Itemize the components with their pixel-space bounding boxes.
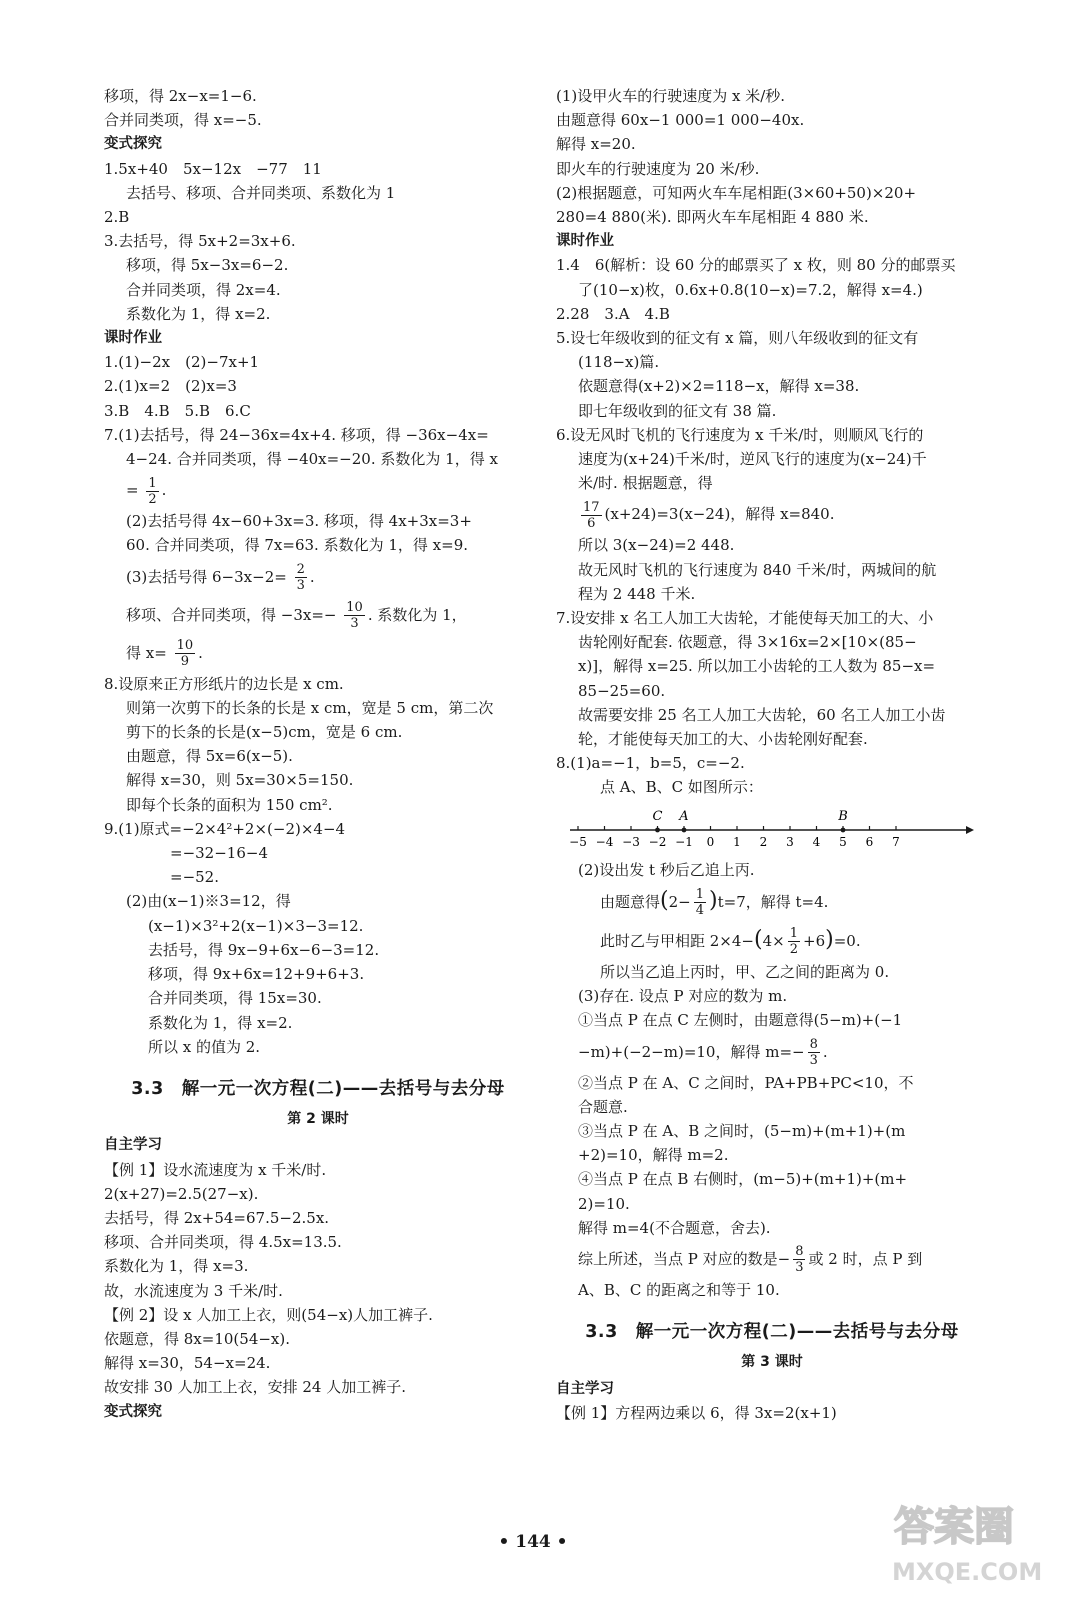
point-label: B <box>838 808 848 824</box>
text-fragment: . 系数化为 1， <box>367 605 467 624</box>
text-line: (3)存在. 设点 P 对应的数为 m. <box>578 987 788 1006</box>
fraction <box>808 1037 820 1068</box>
text-fragment: 得 x= <box>126 643 167 662</box>
text-line: 去括号、移项、合并同类项、系数化为 1 <box>126 183 396 202</box>
lesson-title: 第 2 课时 <box>287 1111 349 1128</box>
text-line: +2)=10，解得 m=2. <box>578 1146 729 1165</box>
subheading: 变式探究 <box>104 1403 162 1420</box>
text-line: 由题意得(2− $\frac{1}{4}$ )t=7，解得 t=4. <box>600 887 829 919</box>
text-line: 解得 x=30，54−x=24. <box>104 1354 271 1373</box>
numerator: 2 <box>296 562 305 578</box>
text-line: 去括号，得 2x+54=67.5−2.5x. <box>104 1208 330 1227</box>
tick-label: 0 <box>706 834 715 849</box>
text-line: 6.设无风时飞机的飞行速度为 x 千米/时，则顺风飞行的 <box>556 425 924 444</box>
tick-label: −1 <box>675 834 693 849</box>
text-line: 280=4 880(米). 即两火车车尾相距 4 880 米. <box>556 208 869 227</box>
text-line: 程为 2 448 千米. <box>578 584 696 603</box>
text-line: −m)+(−2−m)=10，解得 m=− $\frac{8}{3}$ . <box>578 1037 828 1068</box>
text-fragment: 移项、合并同类项，得 −3x=− <box>126 605 337 624</box>
text-line: 合并同类项，得 15x=30. <box>148 989 322 1008</box>
text-line: 解得 x=30，则 5x=30×5=150. <box>126 771 354 790</box>
text-line: 合题意. <box>578 1097 628 1116</box>
watermark-url: MXQE.COM <box>892 1558 1043 1586</box>
text-line: 【例 1】设水流速度为 x 千米/时. <box>104 1160 327 1179</box>
point-marker <box>682 827 687 832</box>
text-line: 由题意得 60x−1 000=1 000−40x. <box>556 111 805 130</box>
numerator: 10 <box>346 600 363 616</box>
text-line: 移项，得 5x−3x=6−2. <box>126 256 289 275</box>
tick-label: −5 <box>569 834 587 849</box>
fraction <box>793 1244 805 1275</box>
section-title: 3.3 解一元一次方程(二)——去括号与去分母 <box>131 1078 505 1099</box>
text-line: 系数化为 1，得 x=2. <box>148 1013 293 1032</box>
arrow-head-icon <box>966 826 974 834</box>
tick-label: 2 <box>759 834 768 849</box>
text-line: 了(10−x)枚，0.6x+0.8(10−x)=7.2，解得 x=4.) <box>578 280 923 299</box>
text-line: 移项、合并同类项，得 4.5x=13.5. <box>104 1233 342 1252</box>
tick-label: −4 <box>595 834 614 849</box>
subheading: 自主学习 <box>556 1380 614 1397</box>
text-line: 2(x+27)=2.5(27−x). <box>104 1184 259 1203</box>
fraction <box>146 476 158 507</box>
text-line: (118−x)篇. <box>578 353 660 372</box>
text-line <box>556 1240 988 1278</box>
numerator: 1 <box>695 887 705 903</box>
text-fragment: = <box>126 481 139 500</box>
text-line: 即每个长条的面积为 150 cm². <box>126 795 333 814</box>
fraction <box>295 562 307 593</box>
numerator: 10 <box>176 638 194 654</box>
text-line: =−32−16−4 <box>170 844 268 863</box>
text-line: 7.设安排 x 名工人加工大齿轮，才能使每天加工的大、小 <box>556 609 934 628</box>
text-line: (x−1)×3²+2(x−1)×3−3=12. <box>148 916 364 935</box>
text-line: 解得 x=20. <box>556 135 636 154</box>
tick-label: 7 <box>892 834 900 849</box>
section-title: 3.3 解一元一次方程(二)——去括号与去分母 <box>585 1322 959 1343</box>
text-fragment: 综上所述，当点 P 对应的数是− <box>578 1249 791 1268</box>
denominator: 2 <box>148 491 157 507</box>
right-column <box>556 84 988 1425</box>
text-line: 则第一次剪下的长条的长是 x cm，宽是 5 cm，第二次 <box>126 698 494 717</box>
text-line: A、B、C 的距离之和等于 10. <box>578 1280 780 1299</box>
subheading: 课时作业 <box>556 233 614 250</box>
text-line: 3.去括号，得 5x+2=3x+6. <box>104 232 296 251</box>
denominator: 6 <box>587 515 596 531</box>
watermark-text: 答案圈 <box>894 1504 1014 1550</box>
tick-label: −2 <box>648 834 667 849</box>
text-line: 【例 1】方程两边乘以 6，得 3x=2(x+1) <box>556 1403 837 1422</box>
text-line: ③当点 P 在 A、B 之间时，(5−m)+(m+1)+(m <box>578 1121 906 1140</box>
number-line-svg <box>556 800 976 858</box>
paren-close: ) <box>709 887 718 913</box>
text-line: 9.(1)原式=−2×4²+2×(−2)×4−4 <box>104 819 346 838</box>
text-line: 去括号，得 9x−9+6x−6−3=12. <box>148 940 380 959</box>
text-line: (2)去括号得 4x−60+3x=3. 移项，得 4x+3x=3+ <box>126 512 472 531</box>
left-column <box>104 84 532 1424</box>
text-line: 1.4 6(解析：设 60 分的邮票买了 x 枚，则 80 分的邮票买 <box>556 256 956 275</box>
denominator: 3 <box>795 1260 804 1276</box>
text-line: 移项，得 2x−x=1−6. <box>104 87 257 105</box>
text-fragment: =0. <box>833 931 861 950</box>
tick-label: 5 <box>839 834 847 849</box>
text-line: (1)设甲火车的行驶速度为 x 米/秒. <box>556 87 786 105</box>
text-line: 得 x= $\frac{10}{9}$ . <box>126 638 203 670</box>
text-line: 系数化为 1，得 x=2. <box>126 304 271 323</box>
fraction <box>175 638 196 669</box>
text-line: ④当点 P 在点 B 右侧时，(m−5)+(m+1)+(m+ <box>578 1170 908 1189</box>
text-line: 85−25=60. <box>578 681 666 700</box>
text-line: 合并同类项，得 x=−5. <box>104 111 262 130</box>
text-line: 4−24. 合并同类项，得 −40x=−20. 系数化为 1，得 x <box>126 450 498 469</box>
numerator: 1 <box>148 475 157 491</box>
text-line: 2.(1)x=2 (2)x=3 <box>104 377 237 396</box>
text-line: 所以 3(x−24)=2 448. <box>578 536 735 555</box>
tick-label: 3 <box>786 834 794 849</box>
denominator: 4 <box>695 903 705 919</box>
text-line: 即七年级收到的征文有 38 篇. <box>578 401 777 420</box>
text-line: ①当点 P 在点 C 左侧时，由题意得(5−m)+(−1 <box>578 1011 903 1030</box>
denominator: 9 <box>180 654 189 670</box>
fraction <box>581 500 602 531</box>
text-line: 1.(1)−2x (2)−7x+1 <box>104 353 260 372</box>
text-line: x)]，解得 x=25. 所以加工小齿轮的工人数为 85−x= <box>578 657 936 676</box>
text-line: 2.B <box>104 208 130 227</box>
watermark-logo <box>884 1482 1054 1592</box>
text-line: ②当点 P 在 A、C 之间时，PA+PB+PC<10，不 <box>578 1073 914 1092</box>
tick-label: 6 <box>865 834 874 849</box>
text-line: 系数化为 1，得 x=3. <box>104 1257 249 1276</box>
text-line: 剪下的长条的长是(x−5)cm，宽是 6 cm. <box>126 723 403 742</box>
text-line: (2)设出发 t 秒后乙追上丙. <box>578 860 755 879</box>
subheading: 自主学习 <box>104 1137 162 1154</box>
subheading: 课时作业 <box>104 330 162 347</box>
text-line: 故无风时飞机的飞行速度为 840 千米/时，两城间的航 <box>578 560 937 579</box>
text-fragment: −m)+(−2−m)=10，解得 m=− <box>578 1042 805 1061</box>
tick-label: 4 <box>812 834 821 849</box>
text-line: 1.5x+40 5x−12x −77 11 <box>104 159 322 178</box>
number-line <box>556 800 988 858</box>
numerator: 17 <box>583 499 600 515</box>
text-line: = $\frac{1}{2}$ . <box>126 475 167 507</box>
point-label: A <box>679 808 689 824</box>
text-line: 合并同类项，得 2x=4. <box>126 280 281 299</box>
text-line: (3)去括号得 6−3x−2= $\frac{2}{3}$ . <box>126 562 315 594</box>
text-line: 依题意，得 8x=10(54−x). <box>104 1329 291 1348</box>
page-number: • 144 • <box>498 1532 568 1552</box>
text-fragment: (x+24)=3(x−24)，解得 x=840. <box>604 505 835 524</box>
point-marker <box>841 827 846 832</box>
text-line <box>104 596 532 634</box>
text-line: (2)根据题意，可知两火车车尾相距(3×60+50)×20+ <box>556 183 917 202</box>
tick-label: 1 <box>733 834 741 849</box>
fraction <box>694 887 706 918</box>
text-line: 解得 m=4(不合题意，舍去). <box>578 1218 771 1237</box>
text-line: (2)由(x−1)※3=12，得 <box>126 892 291 911</box>
denominator: 2 <box>789 942 798 958</box>
text-fragment: 由题意得 <box>600 892 661 911</box>
paren-open: ( <box>660 887 669 913</box>
text-line: 7.(1)去括号，得 24−36x=4x+4. 移项，得 −36x−4x= <box>104 425 489 444</box>
point-label: C <box>652 808 663 824</box>
text-line: 8.(1)a=−1，b=5，c=−2. <box>556 754 745 773</box>
paren-open: ( <box>754 926 763 952</box>
paren-close: ) <box>825 926 834 952</box>
text-line: 故，水流速度为 3 千米/时. <box>104 1281 283 1300</box>
text-fragment: (3)去括号得 6−3x−2= <box>126 567 287 586</box>
text-line <box>556 495 988 533</box>
text-line: 2)=10. <box>578 1194 630 1213</box>
text-line: 8.设原来正方形纸片的边长是 x cm. <box>104 674 344 693</box>
text-fragment: t=7，解得 t=4. <box>717 892 829 911</box>
denominator: 3 <box>809 1053 818 1068</box>
numerator: 1 <box>789 926 798 942</box>
text-line: 故安排 30 人加工上衣，安排 24 人加工裤子. <box>104 1378 407 1397</box>
text-line: 即火车的行驶速度为 20 米/秒. <box>556 159 760 178</box>
text-line: 依题意得(x+2)×2=118−x，解得 x=38. <box>578 377 860 396</box>
denominator: 3 <box>350 616 359 632</box>
fraction <box>344 600 365 631</box>
subheading: 变式探究 <box>104 136 162 153</box>
numerator: 8 <box>795 1244 804 1260</box>
text-line: 移项，得 9x+6x=12+9+6+3. <box>148 965 365 984</box>
fraction <box>788 926 800 957</box>
text-fragment: 或 2 时，点 P 到 <box>808 1249 923 1268</box>
lesson-title: 第 3 课时 <box>741 1354 803 1371</box>
text-line: 此时乙与甲相距 2×4−(4× $\frac{1}{2}$ +6)=0. <box>600 926 861 958</box>
text-line: 3.B 4.B 5.B 6.C <box>104 401 251 420</box>
text-line: 速度为(x+24)千米/时，逆风飞行的速度为(x−24)千 <box>578 450 927 469</box>
text-line: 60. 合并同类项，得 7x=63. 系数化为 1，得 x=9. <box>126 536 469 555</box>
text-fragment: 此时乙与甲相距 2×4− <box>600 931 754 950</box>
text-line: 5.设七年级收到的征文有 x 篇，则八年级收到的征文有 <box>556 329 919 348</box>
text-line: 齿轮刚好配套. 依题意，得 3×16x=2×[10×(85− <box>578 633 917 652</box>
text-line: 米/时. 根据题意，得 <box>578 474 713 493</box>
text-line: 2.28 3.A 4.B <box>556 304 670 323</box>
numerator: 8 <box>809 1037 818 1052</box>
text-line: 轮，才能使每天加工的大、小齿轮刚好配套. <box>578 730 868 749</box>
text-line: 【例 2】设 x 人加工上衣，则(54−x)人加工裤子. <box>104 1305 433 1324</box>
text-line: 故需要安排 25 名工人加工大齿轮，60 名工人加工小齿 <box>578 705 946 724</box>
tick-label: −3 <box>622 834 640 849</box>
denominator: 3 <box>296 578 305 594</box>
text-line: 所以当乙追上丙时，甲、乙之间的距离为 0. <box>600 962 890 981</box>
text-line: 由题意，得 5x=6(x−5). <box>126 747 293 766</box>
text-line: 点 A、B、C 如图所示： <box>600 778 763 797</box>
point-marker <box>655 827 660 832</box>
text-line: 所以 x 的值为 2. <box>148 1037 261 1056</box>
text-line: =−52. <box>170 868 219 887</box>
number-line-points <box>653 809 848 832</box>
